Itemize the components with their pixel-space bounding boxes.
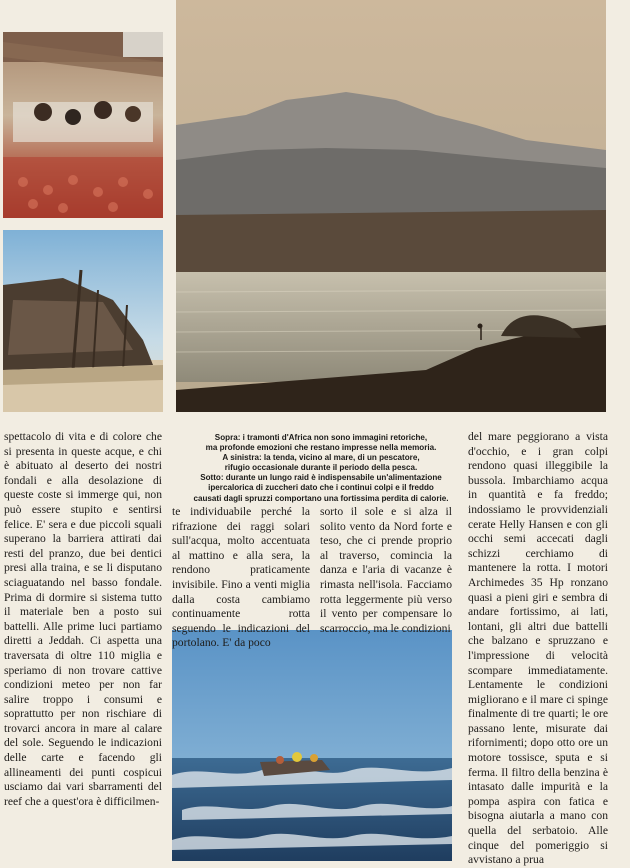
article-text: sorto il sole e si alza il solito vento da Nord forte e teso, che ci prende proprio al traverso, comincia la danza e l'aria di vacanze è rimasta nell'isola. Facciamo rotta leggermente più verso il vento per compensare lo scarroccio, ma le condizioni <box>320 505 452 635</box>
sunset-photo <box>176 0 606 412</box>
market-photo <box>3 32 163 218</box>
caption-line: A sinistra: la tenda, vicino al mare, di un pescatore, <box>222 453 420 463</box>
caption-line: causati dagli spruzzi comportano una fortissima perdita di calorie. <box>193 493 449 503</box>
boat-photo <box>172 630 452 861</box>
caption-line: Sotto: durante un lungo raid è indispensabile un'alimentazione <box>200 473 442 483</box>
article-text: te individuabile perché la rifrazione dei raggi solari sull'acqua, molto accentuata al mattino e alla sera, la rendono praticamente invisibile. Fino a venti miglia dalla costa cambiamo continuamente rotta seguendo le indicazioni del portolano. E' da poco <box>172 505 310 650</box>
text-column-2 <box>172 505 310 651</box>
text-column-3 <box>320 505 452 636</box>
photo-caption <box>180 433 462 504</box>
article-text: del mare peggiorano a vista d'occhio, e i gran colpi rendono quasi illeggibile la bussola. Imbarchiamo acqua in quantità e fa freddo; indossiamo le provvidenziali cerate Helly Hansen e con gli occhi semi accecati dagli schizzi cerchiamo di mantenere la rotta. I motori Archimedes 35 Hp ronzano quasi a pieni giri e sembra di andare fortissimo, ai lati, lontani, gli altri due battelli che balzano e spruzzano e l'impressione di velocità scompare immediatamente. Lentamente le condizioni migliorano e il mare ci spinge finalmente di tre quarti; le ore passano lente, misurate dai rifornimenti; dopo otto ore un motore tossisce, sputa e si ferma. Il filtro della benzina è intasato dalle impurità e la pompa aspira con fatica e bisogna aiutarla a mano con quella del serbatoio. Alle cinque del pomeriggio si avvistano a prua <box>468 430 608 867</box>
text-column-4 <box>468 430 608 868</box>
text-column-1 <box>4 430 162 809</box>
article-text: spettacolo di vita e di colore che si presenta in queste acque, e chi è abituato al deserto dei nostri fondali e alla desolazione di queste coste si immerge qui, non può essere stupito e sentirsi felice. E' sera e due piccoli squali superano la barriera attirati dai resti del pranzo, due bei dentici presi alla traina, e se li disputano sciaguatando nel basso fondale. Prima di dormire si sistema tutto il materiale ben a posto sui battelli. Alle prime luci partiamo diretti a Jeddah. Ci aspetta una traversata di oltre 110 miglia e speriamo di non trovare cattive condizioni meteo per non far salire troppo i consumi e soprattutto per non rischiare di trovarci ancora in mare al calare del sole. Seguendo le indicazioni delle carte e facendo gli allineamenti dei punti cospicui usciamo dai vari sbarramenti del reef che a quest'ora è difficilmen- <box>4 430 162 808</box>
caption-line: ipercalorica di zuccheri dato che i continui colpi e il freddo <box>208 483 434 493</box>
caption-line: Sopra: i tramonti d'Africa non sono immagini retoriche, <box>214 433 428 442</box>
caption-line: ma profonde emozioni che restano impresse nella memoria. <box>205 443 437 453</box>
tent-photo <box>3 230 163 412</box>
caption-line: rifugio occasionale durante il periodo della pesca. <box>224 463 418 473</box>
